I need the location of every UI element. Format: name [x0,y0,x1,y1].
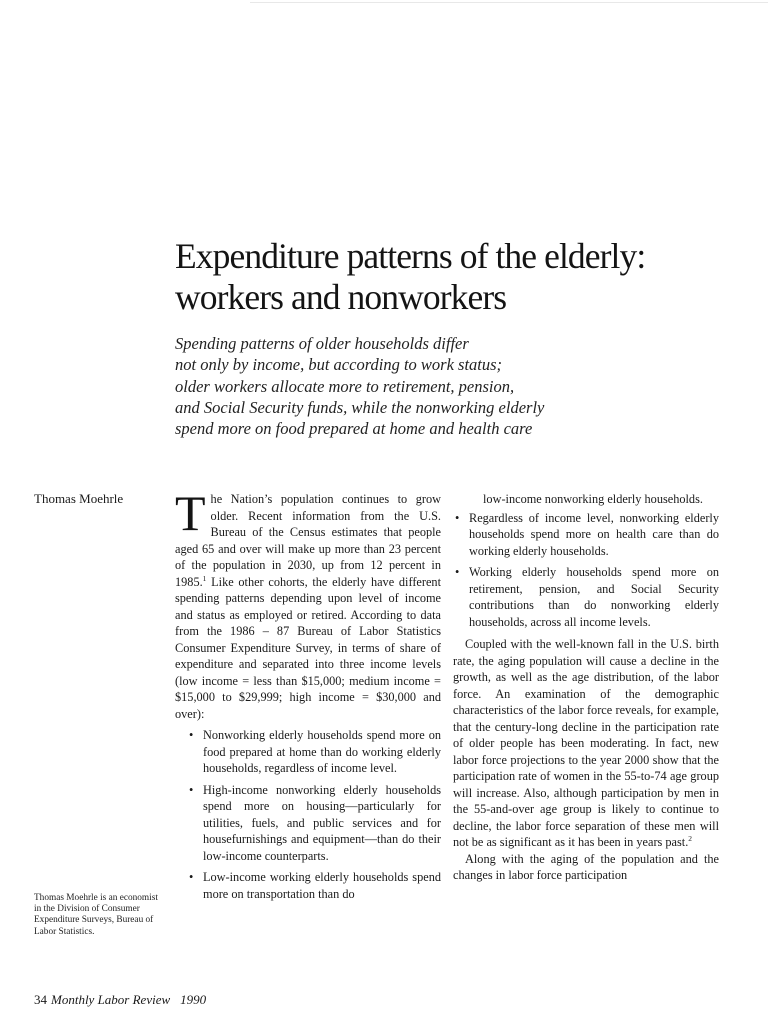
article-deck [175,333,645,439]
drop-cap: T [175,485,206,541]
page-number: 34 [34,992,47,1007]
finding-text: Regardless of income level, nonworking elderly households spend more on health care than do working elderly households. [469,510,719,558]
paragraph-text: Coupled with the well-known fall in the U.S. birth rate, the aging population will cause a decline in the growth, as well as the age distribution, of the labor force. An examination of the demographic characteristics of the labor force reveals, for example, that the century-long decline in the participation rate of older people has been moderating. In fact, new labor force projections to the year 2000 show that the participation rate of women in the 55-to-74 age group will increase. Also, although participation by men in the 55-and-over age group is likely to continue to decline, the labor force separation of these men will not be as significant as it has been in years past. [453,637,719,849]
footnote-ref-2: 2 [688,834,693,843]
publication-name: Monthly Labor Review [51,992,171,1007]
findings-list-left [189,727,441,902]
deck-line: older workers allocate more to retirement, pension, [175,376,515,396]
finding-text: Working elderly households spend more on retirement, pension, and Social Security contributions than do nonworking elderly households, across all income levels. [469,565,719,629]
intro-text-continued: Like other cohorts, the elderly have different spending patterns depending upon level of income and status as employed or retired. According to data from the 1986 – 87 Bureau of Labor Statistics Consumer Expenditure Survey, in terms of share of expenditure and separated into three income levels (low income = less than $15,000; medium income = $15,000 to $29,999; high income = $30,000 and over): [175,574,441,721]
finding-item [189,869,441,902]
finding-item [189,782,441,865]
bullet-icon: • [455,565,460,579]
deck-line: and Social Security funds, while the nonworking elderly [175,397,545,417]
top-rule [250,2,768,3]
finding-item [455,564,719,630]
finding-text: Nonworking elderly households spend more on food prepared at home than do working elderly households, regardless of income level. [203,728,441,775]
finding-item [189,727,441,777]
body-paragraph [453,636,719,851]
publication-year: 1990 [180,992,207,1007]
deck-line: not only by income, but according to work status; [175,355,503,375]
title-line-2: workers and nonworkers [175,277,507,317]
footnote-ref-1: 1 [202,573,207,583]
body-column-right [453,491,719,884]
article-title [175,236,755,318]
body-paragraph [453,851,719,884]
deck-line: spend more on food prepared at home and health care [175,419,533,439]
author-note: Thomas Moehrle is an economist in the Division of Consumer Expenditure Surveys, Bureau of Labor Statistics. [34,893,158,937]
finding-continuation: low-income nonworking elderly households. [483,492,703,506]
bullet-icon: • [189,782,194,797]
title-line-1: Expenditure patterns of the elderly: [175,236,646,276]
finding-text: Low-income working elderly households spend more on transportation than do [203,870,441,901]
bullet-icon: • [189,728,194,742]
body-column-left [175,485,441,907]
finding-text: High-income nonworking elderly households spend more on housing—particularly for utilities, fuels, and public services and for housefurnishings and equipment—than do their low-income counterparts. [203,782,441,863]
intro-text: he Nation’s population continues to grow older. Recent information from the U.S. Bureau of the Census estimates that people aged 65 and over will make up more than 23 percent of the population in 2030, up from 12 percent in 1985. [175,492,441,589]
paragraph-text: Along with the aging of the population and the changes in labor force participation [453,851,719,882]
intro-paragraph [175,485,441,722]
deck-line: Spending patterns of older households differ [175,334,469,353]
bullet-icon: • [455,510,460,525]
findings-list-right [455,510,719,631]
author-byline: Thomas Moehrle [34,491,124,506]
page-footer [34,992,206,1008]
bullet-icon: • [189,870,194,884]
finding-item [455,510,719,560]
